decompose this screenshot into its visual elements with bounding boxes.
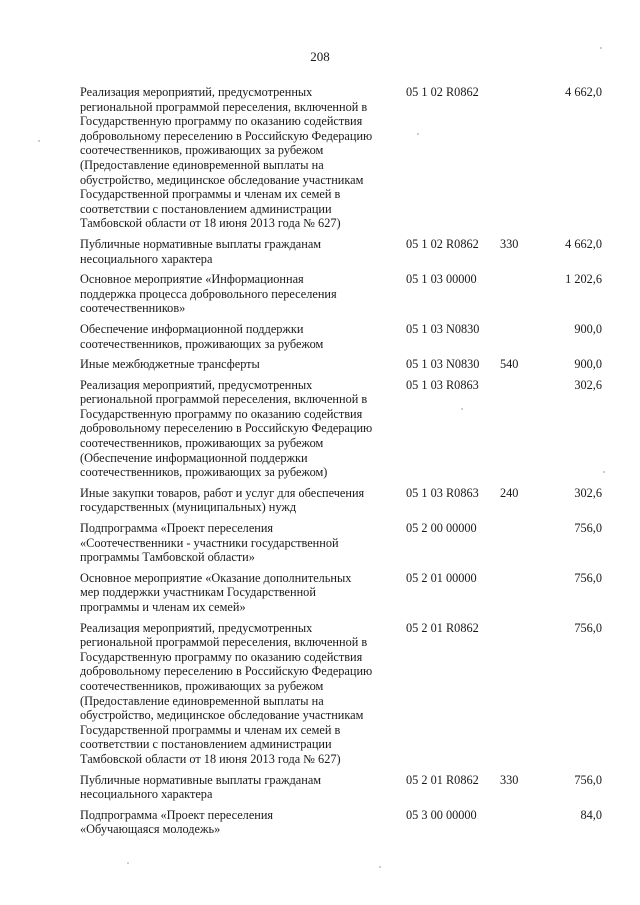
page-number: 208 [310, 49, 330, 64]
table-row [80, 85, 602, 231]
expense-type-code: 330 [500, 236, 519, 251]
target-article-code: 05 1 03 N0830 [406, 321, 480, 336]
item-name: Подпрограмма «Проект переселения «Соотечественники - участники государственной программы Тамбовской области» [80, 521, 339, 565]
amount: 756,0 [574, 620, 602, 635]
item-name: Подпрограмма «Проект переселения «Обучающаяся молодежь» [80, 807, 274, 837]
target-article-code: 05 1 02 R0862 [406, 236, 479, 251]
target-article-code: 05 2 00 00000 [406, 521, 477, 536]
item-name: Публичные нормативные выплаты гражданам несоциального характера [80, 772, 322, 802]
target-article-code: 05 2 01 00000 [406, 570, 477, 585]
item-name: Основное мероприятие «Оказание дополнительных мер поддержки участникам Государственной программы и членам их семей» [80, 570, 352, 614]
target-article-code: 05 1 03 R0863 [406, 377, 479, 392]
scan-speck [600, 47, 602, 49]
amount: 756,0 [574, 570, 602, 585]
table-row [80, 486, 602, 515]
item-name: Иные межбюджетные трансферты [80, 357, 260, 372]
amount: 900,0 [574, 321, 602, 336]
scan-speck [379, 866, 381, 868]
expense-type-code: 240 [500, 485, 519, 500]
table-row [80, 521, 602, 565]
scan-speck [127, 862, 129, 864]
amount: 4 662,0 [565, 85, 602, 99]
item-name: Публичные нормативные выплаты гражданам несоциального характера [80, 236, 322, 266]
table-row [80, 773, 602, 802]
table-row [80, 322, 602, 351]
table-row [80, 808, 602, 837]
scan-speck [603, 471, 605, 473]
budget-table [80, 85, 602, 843]
scan-speck [417, 133, 419, 135]
amount: 84,0 [580, 807, 602, 822]
item-name: Реализация мероприятий, предусмотренных региональной программой переселения, включенной в Государственную программу по оказанию содействия добровольному переселению в Российскую Федерацию соотечественников, проживающих за рубежом (Обеспечение информационной поддержки соотечественников, проживающих за рубежом) [80, 377, 373, 480]
item-name: Основное мероприятие «Информационная поддержка процесса добровольного переселения соотечественников» [80, 272, 337, 316]
table-row [80, 621, 602, 767]
amount: 756,0 [574, 772, 602, 787]
target-article-code: 05 2 01 R0862 [406, 772, 479, 787]
amount: 756,0 [574, 521, 602, 536]
scan-speck [38, 140, 40, 142]
amount: 1 202,6 [565, 272, 602, 287]
target-article-code: 05 3 00 00000 [406, 807, 477, 822]
item-name: Иные закупки товаров, работ и услуг для обеспечения государственных (муниципальных) нужд [80, 485, 365, 515]
amount: 302,6 [574, 485, 602, 500]
item-name: Реализация мероприятий, предусмотренных региональной программой переселения, включенной в Государственную программу по оказанию содействия добровольному переселению в Российскую Федерацию соотечественников, проживающих за рубежом (Предоставление единовременной выплаты на обустройство, медицинское обследование участникам Государственной программы и членам их семей в соответствии с постановлением администрации Тамбовской области от 18 июня 2013 года № 627) [80, 620, 373, 766]
expense-type-code: 540 [500, 357, 519, 372]
table-row [80, 357, 602, 372]
amount: 900,0 [574, 357, 602, 372]
table-row [80, 571, 602, 615]
item-name: Обеспечение информационной поддержки соотечественников, проживающих за рубежом [80, 321, 324, 351]
expense-type-code: 330 [500, 772, 519, 787]
table-row [80, 237, 602, 266]
target-article-code: 05 1 03 00000 [406, 272, 477, 287]
target-article-code: 05 1 02 R0862 [406, 85, 479, 99]
target-article-code: 05 2 01 R0862 [406, 620, 479, 635]
scan-speck [461, 408, 463, 410]
target-article-code: 05 1 03 N0830 [406, 357, 480, 372]
table-row [80, 272, 602, 316]
item-name: Реализация мероприятий, предусмотренных региональной программой переселения, включенной в Государственную программу по оказанию содействия добровольному переселению в Российскую Федерацию соотечественников, проживающих за рубежом (Предоставление единовременной выплаты на обустройство, медицинское обследование участникам Государственной программы и членам их семей в соответствии с постановлением администрации Тамбовской области от 18 июня 2013 года № 627) [80, 85, 373, 231]
amount: 4 662,0 [565, 236, 602, 251]
table-row [80, 378, 602, 480]
amount: 302,6 [574, 377, 602, 392]
target-article-code: 05 1 03 R0863 [406, 485, 479, 500]
